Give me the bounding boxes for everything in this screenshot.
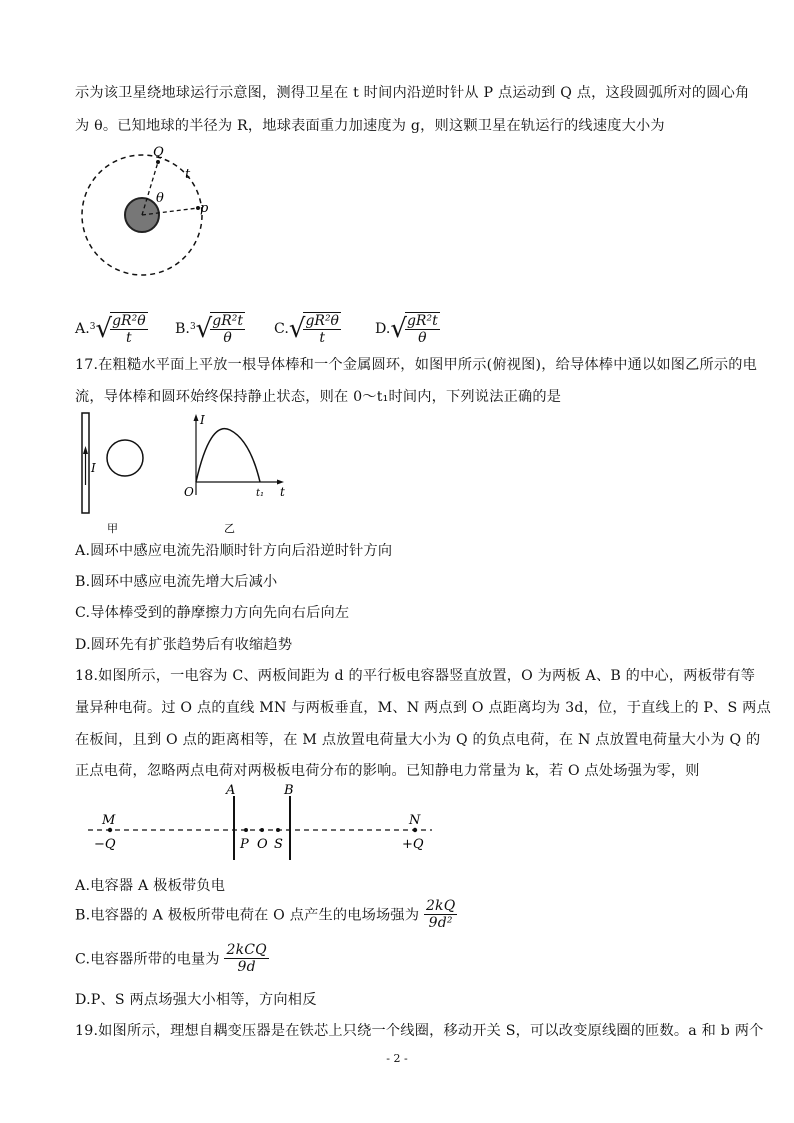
- metal-ring: [107, 440, 143, 476]
- caption-yi: 乙: [224, 522, 235, 535]
- q17-option-b[interactable]: B.圆环中感应电流先增大后减小: [75, 574, 278, 590]
- q17-option-d[interactable]: D.圆环先有扩张趋势后有收缩趋势: [75, 637, 293, 653]
- q18-option-c-fraction: $\frac{\text{2kCQ}}{9d}$: [226, 942, 267, 975]
- q16-text-line1: 示为该卫星绕地球运行示意图，测得卫星在 t 时间内沿逆时针从 P 点运动到 Q 点，这段圆弧所对的圆心角: [75, 85, 750, 101]
- figure-yi-current-graph: [180, 410, 295, 535]
- q18-option-d[interactable]: D.P、S 两点场强大小相等，方向相反: [75, 992, 317, 1008]
- label-m: M: [102, 813, 116, 828]
- axis-origin: O: [184, 485, 194, 499]
- q18-option-c[interactable]: [75, 942, 269, 975]
- q18-option-b[interactable]: [75, 898, 457, 931]
- q18-option-b-fraction: $\frac{2kQ}{\text{9d²}}$: [425, 898, 456, 931]
- q16-option-c[interactable]: C.√ $\frac{\text{gR²θ}}{t}$: [274, 313, 339, 346]
- q17-text-line1: 17.在粗糙水平面上平放一根导体棒和一个金属圆环，如图甲所示(俯视图)，给导体棒中通以如图乙所示的电: [75, 357, 758, 373]
- label-theta: θ: [156, 191, 164, 206]
- q18-text-line2: 量异种电荷。过 O 点的直线 MN 与两板垂直，M、N 两点到 O 点距离均为 3d，位，于直线上的 P、S 两点: [75, 700, 771, 716]
- q18-option-b-text: B.电容器的 A 极板所带电荷在 O 点产生的电场场强为: [75, 907, 420, 924]
- figure-jia: [80, 410, 160, 535]
- label-p: P: [240, 837, 249, 852]
- caption-jia: 甲: [107, 522, 118, 535]
- label-q: Q: [153, 145, 164, 160]
- label-s: S: [274, 837, 283, 852]
- label-plate-a: A: [226, 783, 236, 798]
- label-neg-q: −Q: [94, 837, 116, 852]
- label-i-conductor: I: [91, 461, 96, 475]
- q16-option-d[interactable]: D.√ $\frac{\text{gR²t}}{\theta}$: [375, 313, 438, 346]
- q16-text-line2: 为 θ。已知地球的半径为 R，地球表面重力加速度为 g，则这颗卫星在轨运行的线速度大小为: [75, 118, 665, 134]
- label-t: t: [185, 167, 191, 182]
- label-plate-b: B: [284, 783, 294, 798]
- axis-t: t: [280, 485, 285, 499]
- axis-t1: t₁: [256, 488, 265, 499]
- label-pos-q: +Q: [402, 837, 424, 852]
- label-o: O: [257, 837, 268, 852]
- axis-i: I: [200, 413, 205, 427]
- q18-option-c-text: C.电容器所带的电量为: [75, 951, 220, 968]
- q19-text-line1: 19.如图所示，理想自耦变压器是在铁芯上只绕一个线圈，移动开关 S，可以改变原线圈的匝数。a 和 b 两个: [75, 1023, 764, 1039]
- q18-text-line4: 正点电荷，忽略两点电荷对两极板电荷分布的影响。已知静电力常量为 k，若 O 点处场强为零，则: [75, 763, 700, 779]
- page-number: - 2 -: [386, 1052, 408, 1065]
- capacitor-figure: [80, 782, 440, 862]
- label-p: p: [200, 201, 209, 216]
- q17-text-line2: 流，导体棒和圆环始终保持静止状态，则在 0～t₁时间内，下列说法正确的是: [75, 389, 562, 405]
- q16-option-a[interactable]: A.$^3$√ $\frac{\text{gR²θ}}{t}$: [75, 313, 146, 346]
- q17-option-a[interactable]: A.圆环中感应电流先沿顺时针方向后沿逆时针方向: [75, 543, 393, 559]
- q16-option-b[interactable]: B.$^3$√ $\frac{\text{gR²t}}{\theta}$: [175, 313, 243, 346]
- q17-option-c[interactable]: C.导体棒受到的静摩擦力方向先向右后向左: [75, 605, 350, 621]
- q18-text-line3: 在板间，且到 O 点的距离相等，在 M 点放置电荷量大小为 Q 的负点电荷，在 N 点放置电荷量大小为 Q 的: [75, 732, 761, 748]
- orbit-figure: [75, 140, 225, 280]
- label-n: N: [409, 813, 421, 828]
- q18-option-a[interactable]: A.电容器 A 极板带负电: [75, 878, 226, 894]
- q18-text-line1: 18.如图所示，一电容为 C、两板间距为 d 的平行板电容器竖直放置，O 为两板 A、B 的中心，两板带有等: [75, 668, 756, 684]
